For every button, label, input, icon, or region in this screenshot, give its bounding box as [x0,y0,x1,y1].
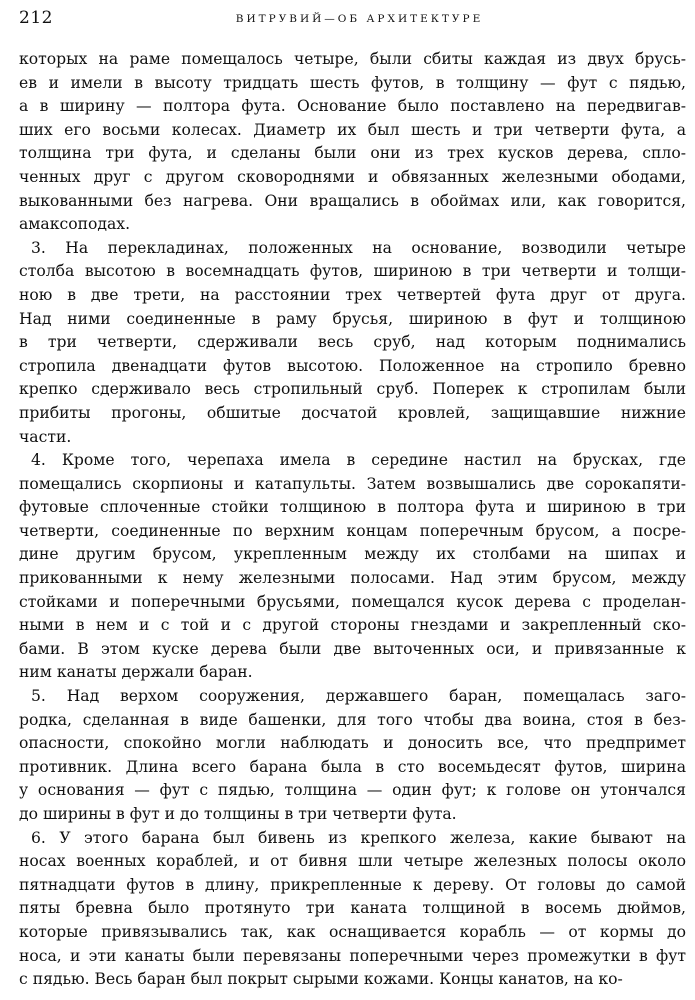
paragraph [19,827,686,992]
text-line: стойками и поперечными брусьями, помещался кусок дерева с проделан- [19,592,686,611]
text-line: ним канаты держали баран. [19,663,253,682]
text-line: стропила двенадцати футов высотою. Положенное на стропило бревно [19,356,686,375]
text-line: пяты бревна было протянуто три каната толщиной в восемь дюймов, [19,899,686,918]
body-text [19,48,686,992]
text-line: футовые сплоченные стойки толщиною в полтора фута и шириною в три [19,498,686,517]
text-line: Над ними соединенные в раму брусья, шириною в фут и толщиною [19,309,686,328]
text-line: а в ширину — полтора фута. Основание было поставлено на передвигав- [19,97,686,116]
text-line: до ширины в фут и до толщины в три четверти фута. [19,805,457,823]
text-line: дине другим брусом, укрепленным между их столбами на шипах и [19,545,686,564]
text-line: 6. У этого барана был бивень из крепкого железа, какие бывают на [31,828,686,847]
text-line: толщина три фута, и сделаны были они из трех кусков дерева, спло- [19,144,686,163]
text-line: части. [19,427,72,446]
text-line: в три четверти, сдерживали весь сруб, над которым поднимались [19,333,686,352]
text-line: которых на раме помещалось четыре, были сбиты каждая из двух брусь- [19,50,686,68]
text-line: ченных друг с другом сковороднями и обвязанных железными ободами, [19,167,686,186]
text-line: у основания — фут с пядью, толщина — один фут; к голове он утончался [19,781,686,800]
paragraph [19,685,686,827]
running-head: ВИТРУВИЙ—ОБ АРХИТЕКТУРЕ [235,13,484,25]
page-header [19,6,686,36]
text-line: выкованными без нагрева. Они вращались в обоймах или, как говорится, [19,191,686,210]
page-number: 212 [19,8,53,28]
text-line: пятнадцати футов в длину, прикрепленные к дереву. От головы до самой [19,875,686,894]
text-line: ными в нем и с той и с другой стороны гнездами и закрепленный ско- [19,616,686,635]
text-line: 5. Над верхом сооружения, державшего баран, помещалась заго- [31,687,686,706]
text-line: помещались скорпионы и катапульты. Затем возвышались две сорокапяти- [19,474,686,493]
text-line: прибиты прогоны, обшитые досчатой кровлей, защищавшие нижние [19,403,686,422]
text-line: прикованными к нему железными полосами. Над этим брусом, между [19,569,686,588]
text-line: бами. В этом куске дерева были две выточенных оси, и привязанные к [19,639,686,658]
text-line: противник. Длина всего барана была в сто восемьдесят футов, ширина [19,757,686,776]
text-line: 4. Кроме того, черепаха имела в середине настил на брусках, где [31,451,686,470]
text-line: которые привязывались так, как оснащивается корабль — от кормы до [19,922,686,941]
text-line: ною в две трети, на расстоянии трех четвертей фута друг от друга. [19,285,686,304]
text-line: опасности, спокойно могли наблюдать и доносить все, что предпримет [19,734,686,753]
paragraph [19,449,686,685]
text-line: 3. На перекладинах, положенных на основание, возводили четыре [31,238,686,257]
text-line: ших его восьми колесах. Диаметр их был шесть и три четверти фута, а [19,120,686,139]
text-line: крепко сдерживало весь стропильный сруб. Поперек к стропилам были [19,380,686,399]
paragraph [19,48,686,237]
text-line: носах военных кораблей, и от бивня шли четыре железных полосы около [19,852,686,871]
paragraph [19,237,686,449]
text-line: столба высотою в восемнадцать футов, шириною в три четверти и толщи- [19,262,686,281]
text-line: родка, сделанная в виде башенки, для того чтобы два воина, стоя в без- [19,710,686,729]
text-line: носа, и эти канаты были перевязаны поперечными через промежутки в фут [19,946,686,965]
text-line: четверти, соединенные по верхним концам поперечным брусом, а посре- [19,521,686,540]
text-line: с пядью. Весь баран был покрыт сырыми кожами. Концы канатов, на ко- [19,970,623,989]
text-line: ев и имели в высоту тридцать шесть футов, в толщину — фут с пядью, [19,73,686,92]
text-line: амаксоподах. [19,215,131,234]
